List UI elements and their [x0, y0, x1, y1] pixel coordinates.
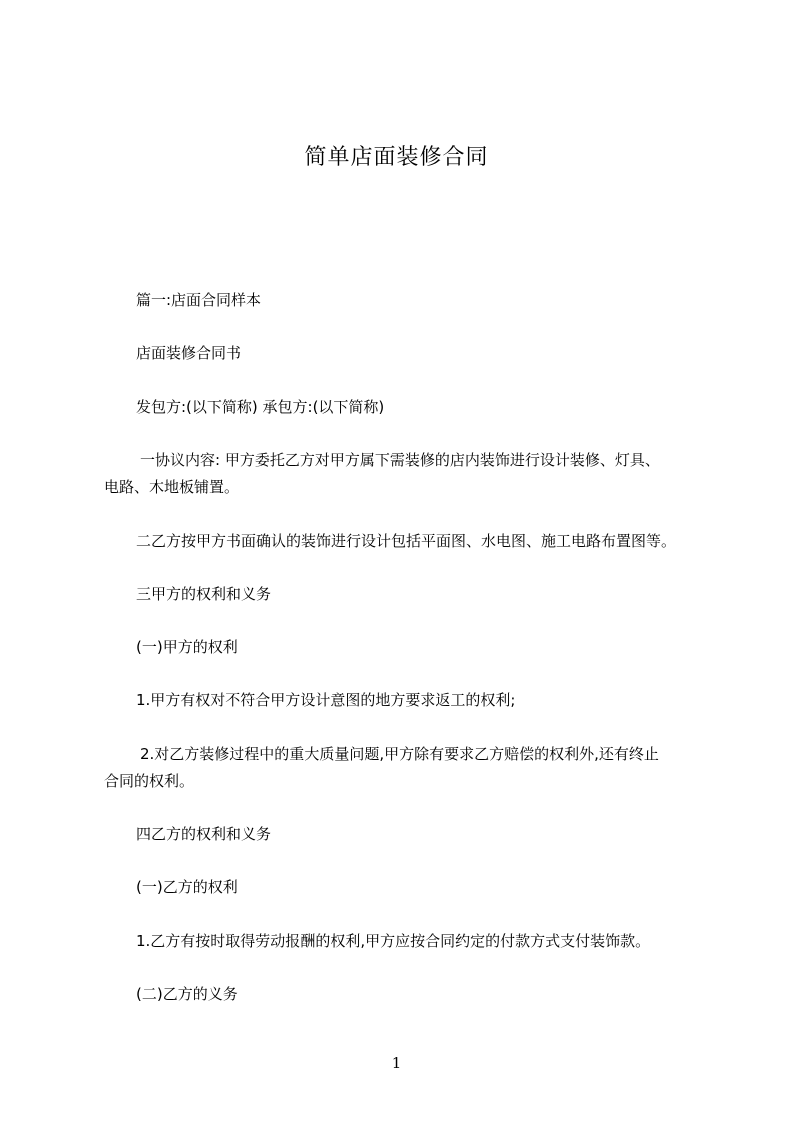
- clause-1-line-2: 电路、木地板铺置。: [104, 478, 240, 496]
- clause-3-sub-1: (一)甲方的权利: [136, 638, 238, 656]
- section-heading: 篇一:店面合同样本: [136, 291, 262, 309]
- clause-3-item-2: [104, 741, 704, 795]
- clause-4-sub-1: (一)乙方的权利: [136, 878, 238, 896]
- document-title: 简单店面装修合同: [304, 145, 489, 170]
- clause-3-item-2-line-2: 合同的权利。: [104, 772, 195, 790]
- clause-3-heading: 三甲方的权利和义务: [136, 585, 272, 603]
- clause-2: 二乙方按甲方书面确认的装饰进行设计包括平面图、水电图、施工电路布置图等。: [136, 532, 677, 550]
- clause-4-heading: 四乙方的权利和义务: [136, 825, 272, 843]
- clause-3-item-2-line-1: 2.对乙方装修过程中的重大质量问题,甲方除有要求乙方赔偿的权利外,还有终止: [140, 745, 659, 763]
- clause-1: [104, 447, 704, 501]
- clause-4-sub-2: (二)乙方的义务: [136, 985, 238, 1003]
- parties-line: 发包方:(以下简称) 承包方:(以下简称): [136, 398, 385, 416]
- clause-3-item-1: 1.甲方有权对不符合甲方设计意图的地方要求返工的权利;: [136, 691, 516, 709]
- contract-heading: 店面装修合同书: [136, 344, 242, 362]
- page-number: 1: [391, 1054, 402, 1072]
- clause-1-line-1: 一协议内容: 甲方委托乙方对甲方属下需装修的店内装饰进行设计装修、灯具、: [140, 451, 660, 469]
- clause-4-item-1: 1.乙方有按时取得劳动报酬的权利,甲方应按合同约定的付款方式支付装饰款。: [136, 932, 651, 950]
